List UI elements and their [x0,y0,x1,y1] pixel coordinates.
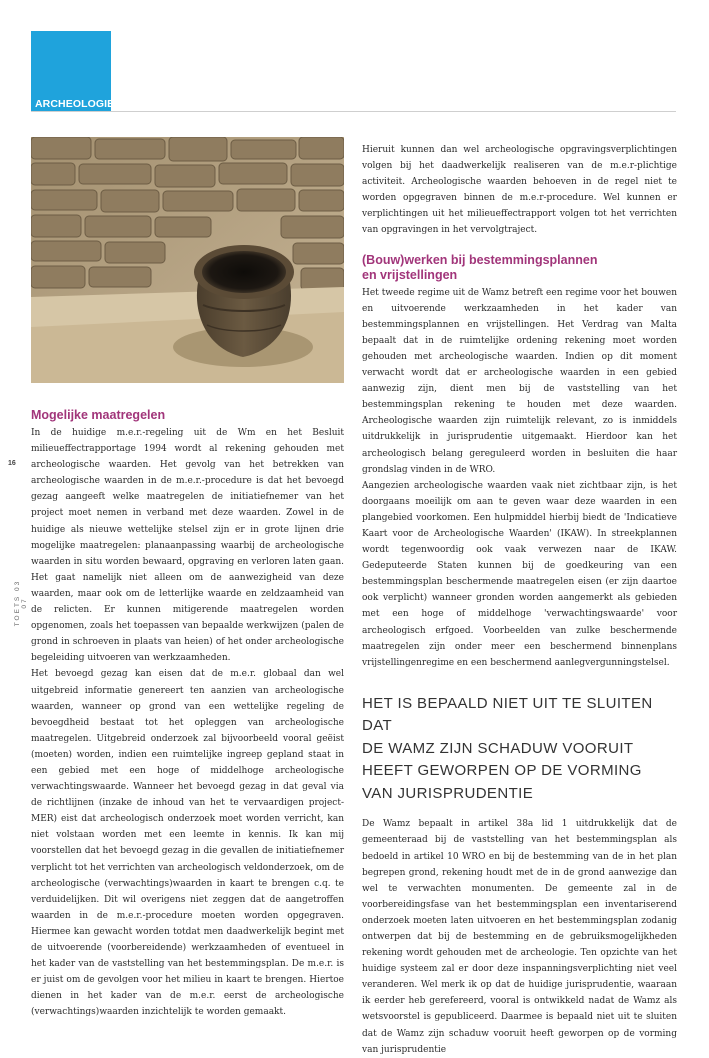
pull-quote-line-4: VAN JURISPRUDENTIE [362,784,534,802]
left-column [31,408,344,1020]
right-paragraph-3: De Wamz bepaalt in artikel 38a lid 1 uitdrukkelijk dat de gemeenteraad bij de vaststelling van het bestemmingsplan als bedoeld in artikel 10 WRO en bij de bestemming van de in het plan begrepen grond, rekening houdt met de in de grond aanwezige dan wel te verwachten monumenten. De gemeente zal in de voorbereidingsfase van het bestemmingsplan een inventariserend onderzoek moeten laten uitvoeren en het bestemmingsplan zodanig ontwerpen dat bij de bestemming en de gebruiksmogelijkheden rekening wordt gehouden met de archeologie. Ten opzichte van het huidige systeem zal er door deze inspanningsverplichting niet veel veranderen. Wel merk ik op dat de huidige jurisprudentie, waaraan ik eerder heb gerefereerd, vooral is ontwikkeld nadat de Wamz als wetsvoorstel is gepubliceerd. Daarmee is bepaald niet uit te sluiten dat de Wamz zijn schaduw vooruit heeft geworpen op de vorming van jurisprudentie [362,819,677,1055]
header-rule [31,111,676,112]
pull-quote-line-3: HEEFT GEWORPEN OP DE VORMING [362,762,642,780]
left-paragraph-2: Het bevoegd gezag kan eisen dat de m.e.r. globaal dan wel uitgebreid informatie genereert ten aanzien van archeologische waarden, wanneer op grond van een wettelijke regeling de bevoegdheid bestaat tot het opleggen van archeologische maatregelen. Uitgebreid onderzoek zal bijvoorbeeld vooral geëist (moeten) worden, indien een ruimtelijke ingreep gepland staat in een gebied met een hoge of middelhoge archeologische verwachtingswaarde. Wanneer het bevoegd gezag in dat geval via de richtlijnen (inzake de inhoud van het te vervaardigen project-MER) eist dat archeologisch onderzoek moet worden verricht, kan niet volstaan worden met een leemte in kennis. Ik kan mij voorstellen dat het bevoegd gezag in die gevallen de initiatiefnemer verplicht tot het verrichten van archeologisch veldonderzoek, om de archeologische (verwachtings)waarden in kaart te brengen c.q. te verduidelijken. Dit wil overigens niet zeggen dat de aangetroffen waarden in de m.e.r.-procedure moeten worden opgegraven. Hiermee kan gewacht worden totdat men daadwerkelijk begint met de uitvoerende (voorbereidende) werkzaamheden of eventueel in het kader van de vaststelling van het bestemmingsplan. De m.e.r. is er juist om de gevolgen voor het milieu in kaart te brengen. Hiertoe dienen in het kader van de m.e.r. eerst de archeologische (verwachtings)waarden inzichtelijk te worden gemaakt. [31,669,344,1018]
page-number: 16 [8,460,16,467]
heading-bouwwerken-line-2: en vrijstellingen [362,267,458,282]
side-running-label: TOETS 03 07 [14,579,28,627]
clay-pot-in-stone-wall-image [31,137,344,383]
right-intro-paragraph: Hieruit kunnen dan wel archeologische opgravingsverplichtingen volgen bij het daadwerkelijk realiseren van de m.e.r-plichtige activiteit. Archeologische waarden behoeven in de regel niet te worden opgegraven binnen de m.e.r-procedure. Wel kunnen er verplichtingen uit het milieueffectrapport volgen tot het verrichten van opgravingen in het vervolgtraject. [362,145,677,236]
pull-quote-line-1: HET IS BEPAALD NIET UIT TE SLUITEN DAT [362,694,653,735]
pull-quote [362,693,677,806]
right-paragraph-1: Het tweede regime uit de Wamz betreft een regime voor het bouwen en uitvoerende werkzaamheden in het kader van bestemmingsplannen en vrijstellingen. Het Verdrag van Malta bepaalt dat in de ruimtelijke ordening rekening moet worden gehouden met archeologische waarden. Indien op dit moment verwacht wordt dat er archeologische waarden in een gebied aanwezig zijn, dient men bij de vaststelling van het bestemmingsplan rekening te houden met deze waarden. Archeologische waarden zijn ruimtelijk relevant, zo is inmiddels uitdrukkelijk in jurisprudentie uitgemaakt. Hierdoor kan het archeologisch belang gereguleerd worden in besluiten die haar grondslag vinden in de WRO. [362,287,677,475]
section-tag-label: ARCHEOLOGIE [35,98,115,110]
heading-bouwwerken-line-1: (Bouw)werken bij bestemmingsplannen [362,252,598,267]
heading-bouwwerken [362,253,677,283]
left-paragraph-1: In de huidige m.e.r.-regeling uit de Wm en het Besluit milieueffectrapportage 1994 wordt al rekening gehouden met archeologische waarden. Het gevolg van het betrekken van archeologische waarden in de m.e.r.-procedure is dat het bevoegd gezag aangeeft welke maatregelen de initiatiefnemer van het project moet nemen in verband met deze waarden. Zowel in de huidige als nieuwe wettelijke stelsel zijn er in grote lijnen drie mogelijke maatregelen: planaanpassing waarbij de archeologische waarden in situ worden bewaard, opgraving en verloren laten gaan. Het gaat namelijk niet alleen om de aanwezigheid van deze waarden, maar ook om de letterlijke waarde en zeldzaamheid van de relicten. Er kunnen mitigerende maatregelen worden opgenomen, zoals het toepassen van bepaalde werkwijzen (palen de grond in schroeven in plaats van heien) of het onder archeologische begeleiding uitvoeren van werkzaamheden. [31,428,344,664]
right-paragraph-2: Aangezien archeologische waarden vaak niet zichtbaar zijn, is het doorgaans moeilijk om aan te geven waar deze waarden in een plangebied voorkomen. Een hulpmiddel hierbij biedt de 'Indicatieve Kaart voor de Archeologische Waarden' (IKAW). In streekplannen wordt tegenwoordig ook vaak verwezen naar de IKAW. Gedeputeerde Staten kunnen bij de goedkeuring van een bestemmingsplan beschermende maatregelen eisen (er zijn daartoe ook verplicht) wanneer gronden worden aangemerkt als gebieden met een hoge of middelhoge 'verwachtingswaarde' voor archeologisch erfgoed. Voorbeelden van zulke beschermende maatregelen zijn onder meer een beschermend binnenplans vrijstellingenregime en een beschermend aanlegvergunningstelsel. [362,480,677,668]
right-column [362,142,677,1058]
archaeology-photo [31,137,344,383]
heading-mogelijke-maatregelen: Mogelijke maatregelen [31,408,166,422]
pull-quote-line-2: DE WAMZ ZIJN SCHADUW VOORUIT [362,739,634,757]
